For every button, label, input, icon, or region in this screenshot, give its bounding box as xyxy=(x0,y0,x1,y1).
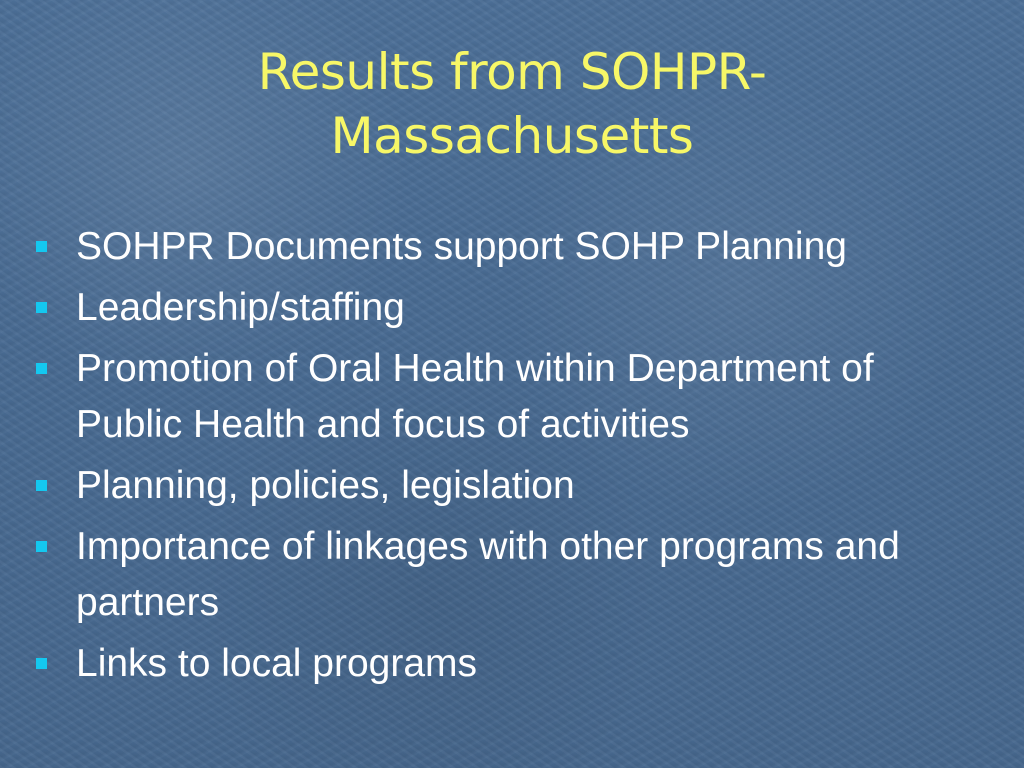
bullet-text: Promotion of Oral Health within Department of Public Health and focus of activities xyxy=(76,347,874,446)
list-item xyxy=(36,280,986,336)
title-line-1: Results from SOHPR- xyxy=(257,43,767,101)
square-bullet-icon xyxy=(36,241,47,252)
square-bullet-icon xyxy=(36,480,47,491)
list-item xyxy=(36,519,986,631)
list-item xyxy=(36,458,986,514)
list-item xyxy=(36,341,986,453)
list-item xyxy=(36,219,986,275)
square-bullet-icon xyxy=(36,363,47,374)
square-bullet-icon xyxy=(36,302,47,313)
bullet-list xyxy=(36,219,986,697)
title-line-2: Massachusetts xyxy=(330,107,694,165)
square-bullet-icon xyxy=(36,541,47,552)
bullet-text: Links to local programs xyxy=(76,642,478,685)
bullet-text: SOHPR Documents support SOHP Planning xyxy=(76,225,847,268)
slide-title xyxy=(0,40,1024,168)
square-bullet-icon xyxy=(36,658,47,669)
bullet-text: Planning, policies, legislation xyxy=(76,464,575,507)
list-item xyxy=(36,636,986,692)
bullet-text: Importance of linkages with other programs and partners xyxy=(76,525,900,624)
bullet-text: Leadership/staffing xyxy=(76,286,405,329)
